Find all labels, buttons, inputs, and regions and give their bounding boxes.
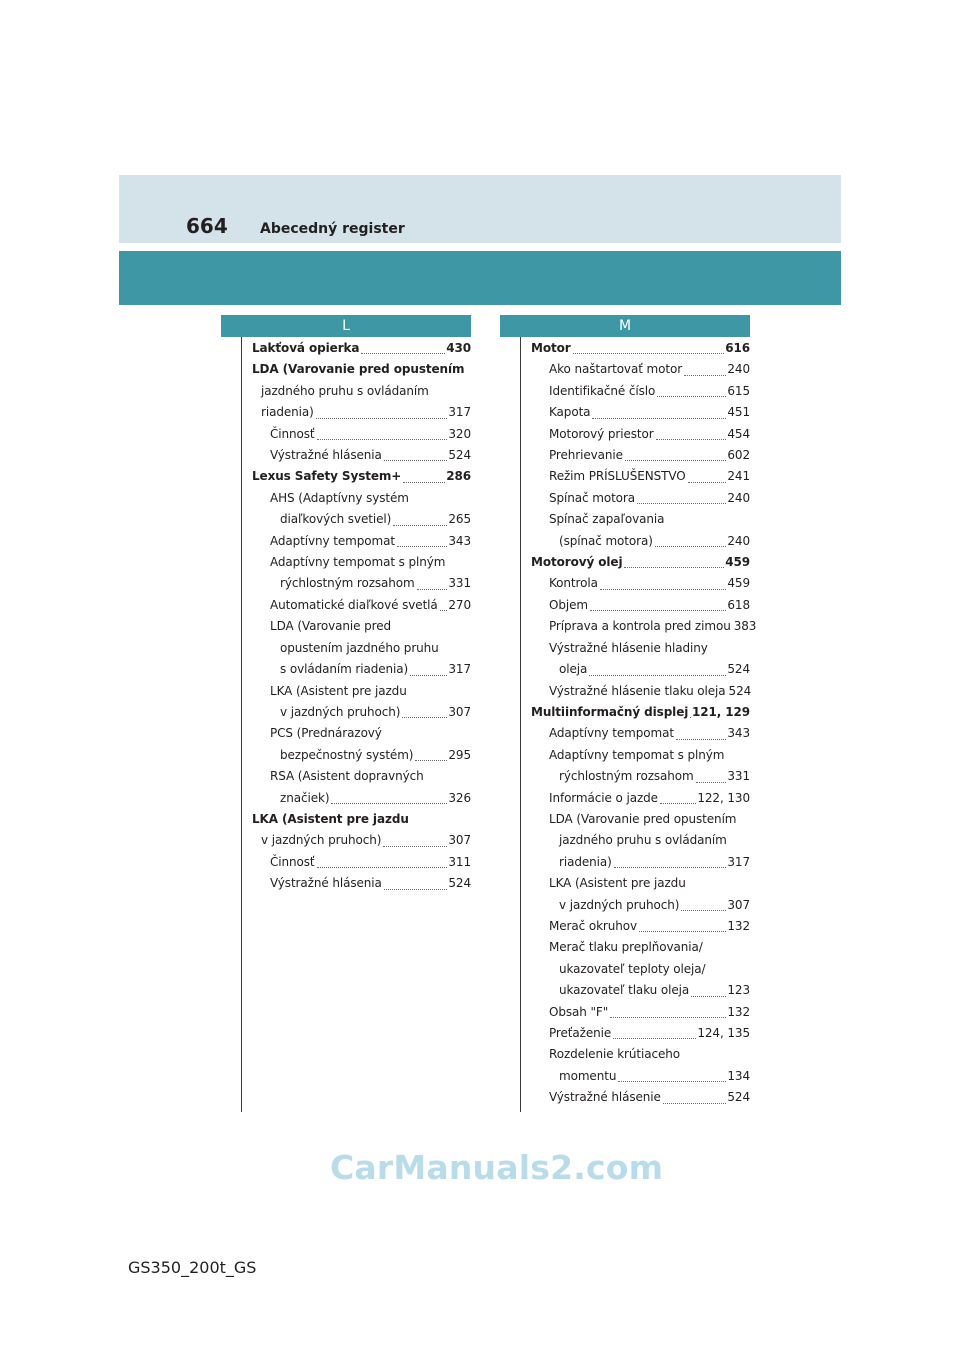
dot-leader <box>655 545 727 547</box>
index-entry <box>252 402 471 423</box>
index-entry <box>531 1002 750 1023</box>
dot-leader <box>656 438 727 440</box>
entry-text: LDA (Varovanie pred opustením <box>252 362 465 377</box>
dot-leader <box>589 674 726 676</box>
entry-text: LDA (Varovanie pred opustením <box>549 811 737 826</box>
index-entry <box>531 424 750 445</box>
dot-leader <box>691 995 726 997</box>
index-entry <box>531 466 750 487</box>
index-entry <box>252 531 471 552</box>
entry-text: Adaptívny tempomat <box>270 533 395 548</box>
index-entry <box>531 509 750 530</box>
entry-text: Automatické diaľkové svetlá <box>270 597 438 612</box>
entry-text: Činnosť <box>270 426 315 441</box>
index-entry <box>531 809 750 830</box>
entry-text: Multiinformačný displej <box>531 704 689 719</box>
entry-text: diaľkových svetiel) <box>280 512 392 527</box>
watermark: CarManuals2.com <box>330 1148 664 1187</box>
index-entry <box>252 445 471 466</box>
entry-page-ref: 454 <box>727 426 750 441</box>
entry-text: Spínač zapaľovania <box>549 512 665 527</box>
entry-text: Príprava a kontrola pred zimou <box>549 619 731 634</box>
entry-page-ref: 121, 129 <box>691 704 750 719</box>
index-entry <box>252 745 471 766</box>
entry-text: Výstražné hlásenie <box>549 1090 661 1105</box>
dot-leader <box>590 609 726 611</box>
entry-text: značiek) <box>280 790 330 805</box>
entry-page-ref: 459 <box>725 555 750 570</box>
entry-text: s ovládaním riadenia) <box>280 662 409 677</box>
entry-text: jazdného pruhu s ovládaním <box>559 833 727 848</box>
dot-leader <box>660 802 696 804</box>
index-entry <box>531 338 750 359</box>
dot-leader <box>331 802 447 804</box>
header-color-band <box>119 251 841 305</box>
index-entry <box>531 852 750 873</box>
entry-text: Režim PRÍSLUŠENSTVO <box>549 469 686 484</box>
entry-text: Výstražné hlásenia <box>270 448 382 463</box>
dot-leader <box>663 1102 727 1104</box>
entry-text: Výstražné hlásenie hladiny <box>549 640 708 655</box>
entry-page-ref: 240 <box>727 533 750 548</box>
entry-page-ref: 270 <box>448 597 471 612</box>
entry-page-ref: 317 <box>448 405 471 420</box>
entry-text: Prehrievanie <box>549 448 623 463</box>
entry-page-ref: 524 <box>448 876 471 891</box>
entry-text: Lexus Safety System+ <box>252 469 402 484</box>
index-entry <box>531 702 750 723</box>
entry-page-ref: 331 <box>448 576 471 591</box>
index-entry <box>252 809 471 830</box>
dot-leader <box>681 909 726 911</box>
entry-page-ref: 326 <box>448 790 471 805</box>
index-entry <box>252 595 471 616</box>
index-entry <box>531 916 750 937</box>
index-entry <box>531 745 750 766</box>
left-column-rule <box>241 337 242 1112</box>
entry-text: jazdného pruhu s ovládaním <box>261 383 429 398</box>
index-entry <box>531 402 750 423</box>
entry-text: Výstražné hlásenia <box>270 876 382 891</box>
index-entry <box>531 937 750 958</box>
entry-page-ref: 317 <box>448 662 471 677</box>
entry-text: momentu <box>559 1068 617 1083</box>
entry-text: LKA (Asistent pre jazdu <box>270 683 407 698</box>
entry-page-ref: 524 <box>448 448 471 463</box>
index-entry <box>531 1023 750 1044</box>
dot-leader <box>403 481 445 483</box>
entry-page-ref: 124, 135 <box>697 1026 750 1040</box>
index-entry <box>531 788 750 809</box>
entry-page-ref: 265 <box>448 512 471 527</box>
index-entry <box>531 488 750 509</box>
entry-page-ref: 343 <box>727 726 750 741</box>
entry-text: Identifikačné číslo <box>549 383 656 398</box>
index-entry <box>531 573 750 594</box>
entry-page-ref: 286 <box>446 469 471 484</box>
index-entry <box>531 1044 750 1065</box>
entry-text: Motorový olej <box>531 555 623 570</box>
index-entry <box>531 359 750 380</box>
index-entry <box>252 573 471 594</box>
index-entry <box>531 595 750 616</box>
dot-leader <box>613 1037 696 1039</box>
entry-page-ref: 122, 130 <box>697 790 750 805</box>
index-entry <box>531 830 750 851</box>
entry-text: opustením jazdného pruhu <box>280 640 439 655</box>
letter-header-m: M <box>500 315 750 337</box>
entry-text: ukazovateľ teploty oleja/ <box>559 961 706 976</box>
entry-text: Ako naštartovať motor <box>549 362 683 377</box>
entry-page-ref: 132 <box>727 1004 750 1019</box>
index-entry <box>252 552 471 573</box>
index-entry <box>531 616 757 637</box>
index-entry <box>252 723 471 744</box>
dot-leader <box>361 352 445 354</box>
dot-leader <box>696 781 727 783</box>
dot-leader <box>397 545 447 547</box>
dot-leader <box>610 1016 726 1018</box>
entry-text: Adaptívny tempomat <box>549 726 674 741</box>
index-entry <box>531 895 750 916</box>
entry-page-ref: 616 <box>725 341 750 355</box>
dot-leader <box>637 502 726 504</box>
index-entry <box>252 873 471 894</box>
dot-leader <box>317 866 448 868</box>
dot-leader <box>316 417 448 419</box>
entry-text: rýchlostným rozsahom <box>559 769 694 784</box>
dot-leader <box>573 352 725 354</box>
dot-leader <box>600 588 727 590</box>
index-entry <box>531 959 750 980</box>
dot-leader <box>415 759 447 761</box>
entry-text: RSA (Asistent dopravných <box>270 769 424 784</box>
entry-page-ref: 331 <box>727 769 750 784</box>
entry-page-ref: 132 <box>727 918 750 933</box>
dot-leader <box>384 888 448 890</box>
index-entry <box>252 830 471 851</box>
entry-page-ref: 123 <box>727 983 750 998</box>
index-entry <box>531 873 750 894</box>
index-entry <box>252 381 471 402</box>
entry-text: v jazdných pruhoch) <box>559 897 680 912</box>
entry-text: Obsah "F" <box>549 1004 609 1019</box>
dot-leader <box>384 459 448 461</box>
model-code: GS350_200t_GS <box>128 1258 257 1277</box>
index-entry <box>531 681 750 702</box>
entry-page-ref: 383 <box>733 619 757 634</box>
index-column-l <box>252 338 471 895</box>
entry-text: (spínač motora) <box>559 533 653 548</box>
entry-page-ref: 240 <box>727 490 750 505</box>
entry-text: riadenia) <box>261 405 314 420</box>
index-entry <box>252 424 471 445</box>
dot-leader <box>393 524 447 526</box>
dot-leader <box>618 1080 726 1082</box>
index-column-m <box>531 338 757 1109</box>
letter-header-l: L <box>221 315 471 337</box>
index-entry <box>252 681 471 702</box>
entry-text: Spínač motora <box>549 490 636 505</box>
entry-page-ref: 295 <box>448 747 471 762</box>
entry-text: Objem <box>549 597 588 612</box>
entry-text: Kapota <box>549 405 591 420</box>
dot-leader <box>684 374 726 376</box>
dot-leader <box>639 930 726 932</box>
entry-text: ukazovateľ tlaku oleja <box>559 983 690 998</box>
right-column-rule <box>520 337 521 1112</box>
entry-text: LKA (Asistent pre jazdu <box>252 811 409 826</box>
entry-text: Merač okruhov <box>549 918 638 933</box>
entry-page-ref: 524 <box>728 683 752 698</box>
entry-page-ref: 524 <box>727 662 750 677</box>
index-entry <box>252 659 471 680</box>
page-number: 664 <box>186 214 228 238</box>
entry-page-ref: 307 <box>727 897 750 912</box>
dot-leader <box>317 438 448 440</box>
entry-page-ref: 307 <box>448 704 471 719</box>
index-entry <box>531 980 750 1001</box>
entry-text: Preťaženie <box>549 1026 612 1040</box>
entry-text: Informácie o jazde <box>549 790 658 805</box>
dot-leader <box>614 866 727 868</box>
entry-page-ref: 134 <box>727 1068 750 1083</box>
index-entry <box>531 552 750 573</box>
dot-leader <box>676 738 726 740</box>
entry-text: AHS (Adaptívny systém <box>270 490 409 505</box>
index-entry <box>531 1087 750 1108</box>
dot-leader <box>624 566 724 568</box>
index-entry <box>531 638 750 659</box>
index-entry <box>252 509 471 530</box>
index-entry <box>531 723 750 744</box>
entry-page-ref: 241 <box>727 469 750 484</box>
entry-page-ref: 602 <box>727 448 750 463</box>
entry-page-ref: 307 <box>448 833 471 848</box>
dot-leader <box>410 674 447 676</box>
index-entry <box>252 488 471 509</box>
entry-text: Merač tlaku preplňovania/ <box>549 940 703 955</box>
entry-page-ref: 311 <box>448 854 471 869</box>
entry-text: v jazdných pruhoch) <box>280 704 401 719</box>
entry-text: Kontrola <box>549 576 598 591</box>
index-entry <box>252 338 471 359</box>
index-entry <box>252 359 471 380</box>
index-entry <box>531 381 750 402</box>
dot-leader <box>592 417 726 419</box>
index-entry <box>252 616 471 637</box>
dot-leader <box>690 716 691 718</box>
entry-text: Lakťová opierka <box>252 341 360 355</box>
index-entry <box>531 531 750 552</box>
entry-text: Rozdelenie krútiaceho <box>549 1047 681 1062</box>
dot-leader <box>440 609 448 611</box>
entry-text: Motorový priestor <box>549 426 654 441</box>
entry-text: PCS (Prednárazový <box>270 726 382 741</box>
dot-leader <box>688 481 727 483</box>
dot-leader <box>625 459 726 461</box>
index-entry <box>252 702 471 723</box>
entry-page-ref: 618 <box>727 597 750 612</box>
dot-leader <box>402 716 447 718</box>
index-entry <box>252 788 471 809</box>
entry-text: LKA (Asistent pre jazdu <box>549 876 686 891</box>
entry-text: rýchlostným rozsahom <box>280 576 415 591</box>
section-title: Abecedný register <box>260 221 405 237</box>
entry-page-ref: 317 <box>727 854 750 869</box>
entry-text: bezpečnostný systém) <box>280 747 414 762</box>
dot-leader <box>417 588 448 590</box>
entry-text: Činnosť <box>270 854 315 869</box>
index-entry <box>531 766 750 787</box>
dot-leader <box>383 845 447 847</box>
entry-text: LDA (Varovanie pred <box>270 619 392 634</box>
entry-page-ref: 615 <box>727 383 750 398</box>
entry-text: v jazdných pruhoch) <box>261 833 382 848</box>
entry-page-ref: 459 <box>727 576 750 591</box>
entry-page-ref: 430 <box>446 341 471 355</box>
entry-page-ref: 524 <box>727 1090 750 1105</box>
entry-text: oleja <box>559 662 588 677</box>
dot-leader <box>657 395 726 397</box>
index-entry <box>252 766 471 787</box>
index-entry <box>531 445 750 466</box>
entry-page-ref: 343 <box>448 533 471 548</box>
entry-page-ref: 320 <box>448 426 471 441</box>
entry-text: Motor <box>531 341 571 355</box>
entry-page-ref: 451 <box>727 405 750 420</box>
entry-text: Adaptívny tempomat s plným <box>270 555 446 570</box>
index-entry <box>531 659 750 680</box>
index-entry <box>252 466 471 487</box>
entry-page-ref: 240 <box>727 362 750 377</box>
index-entry <box>252 852 471 873</box>
entry-text: Výstražné hlásenie tlaku oleja <box>549 683 726 698</box>
entry-text: Adaptívny tempomat s plným <box>549 747 725 762</box>
index-entry <box>252 638 471 659</box>
entry-text: riadenia) <box>559 854 612 869</box>
index-entry <box>531 1066 750 1087</box>
